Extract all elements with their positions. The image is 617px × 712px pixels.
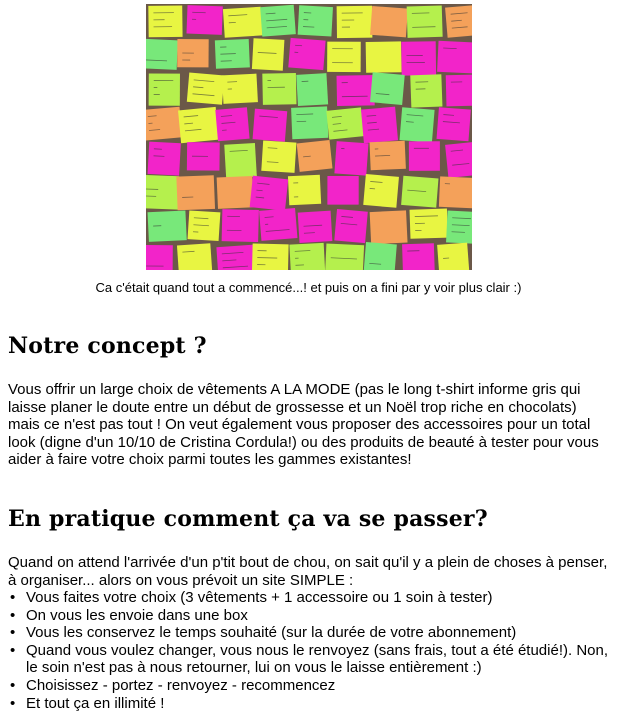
bullet-icon: • — [10, 624, 16, 642]
list-item — [8, 642, 608, 677]
list-item-text: Choisissez - portez - renvoyez - recommencez — [26, 676, 336, 694]
bullet-icon: • — [10, 641, 16, 659]
list-item — [8, 624, 608, 642]
bullet-icon: • — [10, 676, 16, 694]
photo-caption: Ca c'était quand tout a commencé...! et puis on a fini par y voir plus clair :) — [95, 280, 522, 295]
list-item-text: Quand vous voulez changer, vous nous le renvoyez (sans frais, tout a été étudié!). Non, le soin n'est pas à nous retourner, lui on vous le laisse entièrement :) — [26, 641, 609, 677]
concept-heading: Notre concept ? — [8, 333, 207, 359]
list-item-text: Vous faites votre choix (3 vêtements + 1 accessoire ou 1 soin à tester) — [26, 589, 493, 606]
list-item-text: On vous les envoie dans une box — [26, 606, 248, 624]
bullet-icon: • — [10, 694, 16, 712]
list-item — [8, 589, 608, 607]
concept-paragraph: Vous offrir un large choix de vêtements A LA MODE (pas le long t-shirt informe gris qui laisse planer le doute entre un début de grossesse et un Noël trop riche en chocolats) mais ce n'est pas tout ! On veut également vous proposer des accessoires pour un total look (digne d'un 10/10 de Cristina Cordula!) ou des produits de beauté à tester pour vous aider à faire votre choix parmi toutes les gammes existantes! — [8, 381, 599, 469]
bullet-icon: • — [10, 589, 16, 606]
bullet-icon: • — [10, 606, 16, 624]
list-item — [8, 695, 608, 712]
sticky-notes-photo — [146, 4, 472, 270]
sticky-notes-image — [146, 4, 472, 270]
pratique-heading: En pratique comment ça va se passer? — [8, 506, 488, 532]
list-item — [8, 677, 608, 695]
pratique-list — [8, 589, 608, 712]
pratique-intro: Quand on attend l'arrivée d'un p'tit bout de chou, on sait qu'il y a plein de choses à penser, à organiser... alors on vous prévoit un site SIMPLE : — [8, 554, 608, 589]
list-item-text: Et tout ça en illimité ! — [26, 694, 165, 712]
list-item — [8, 607, 608, 625]
list-item-text: Vous les conservez le temps souhaité (sur la durée de votre abonnement) — [26, 624, 517, 642]
